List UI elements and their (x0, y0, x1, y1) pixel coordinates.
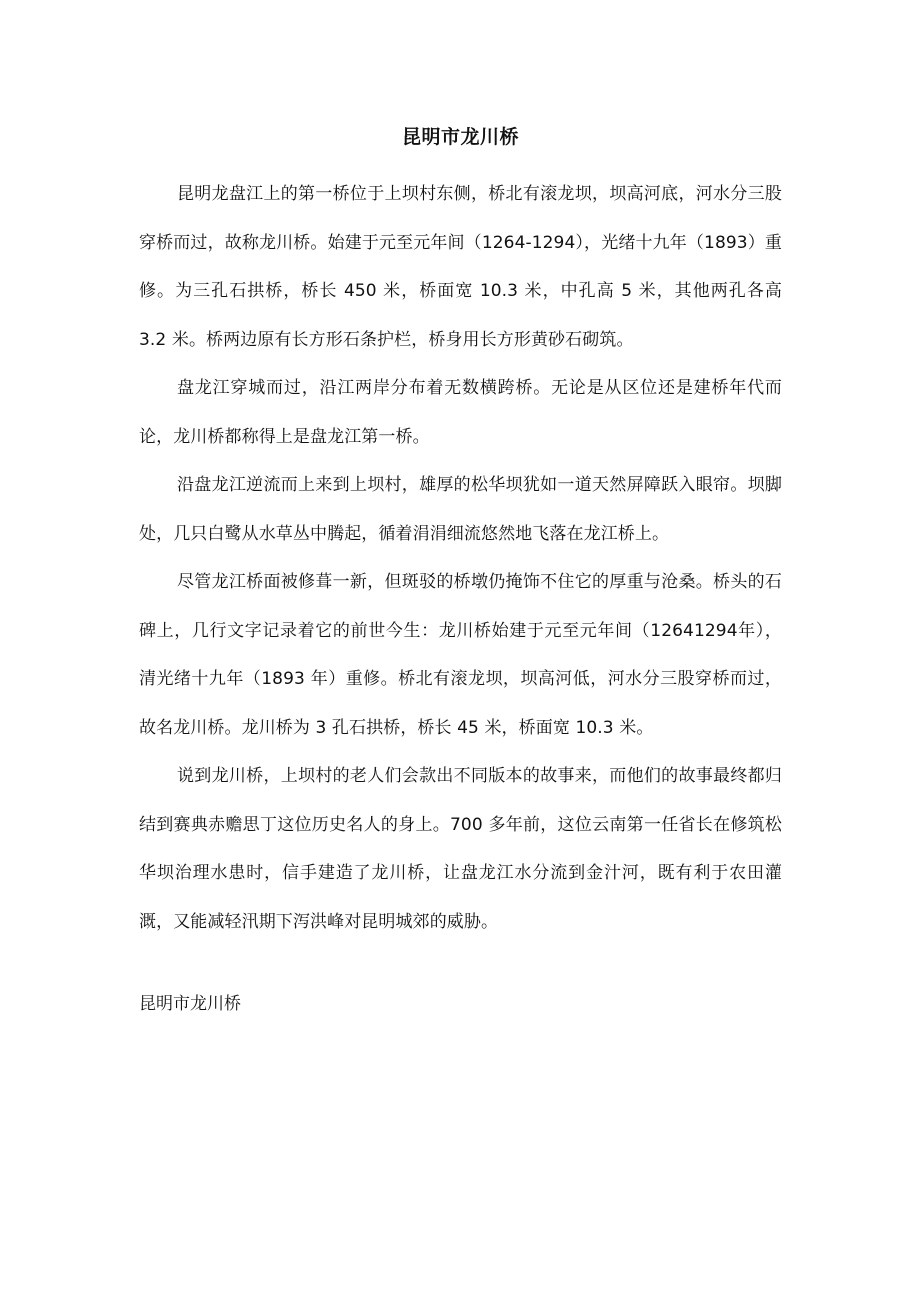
paragraph-2: 盘龙江穿城而过，沿江两岸分布着无数横跨桥。无论是从区位还是建桥年代而论，龙川桥都称得上是盘龙江第一桥。 (139, 378, 782, 447)
paragraph-1: 昆明龙盘江上的第一桥位于上坝村东侧，桥北有滚龙坝，坝高河底，河水分三股穿桥而过，故称龙川桥。始建于元至元年间（1264-1294），光绪十九年（1893）重修。为三孔石拱桥，桥长 450 米，桥面宽 10.3 米，中孔高 5 米，其他两孔各高 3.2 米。桥两边原有长方形石条护栏，桥身用长方形黄砂石砌筑。 (139, 184, 782, 350)
document-title: 昆明市龙川桥 (401, 126, 519, 148)
document-body (139, 170, 782, 946)
paragraph-4: 尽管龙江桥面被修葺一新，但斑驳的桥墩仍掩饰不住它的厚重与沧桑。桥头的石碑上，几行文字记录着它的前世今生：龙川桥始建于元至元年间（12641294年），清光绪十九年（1893 年）重修。桥北有滚龙坝，坝高河低，河水分三股穿桥而过，故名龙川桥。龙川桥为 3 孔石拱桥，桥长 45 米，桥面宽 10.3 米。 (139, 572, 782, 738)
paragraph-3: 沿盘龙江逆流而上来到上坝村，雄厚的松华坝犹如一道天然屏障跃入眼帘。坝脚处，几只白鹭从水草丛中腾起，循着涓涓细流悠然地飞落在龙江桥上。 (139, 475, 782, 544)
paragraph-5: 说到龙川桥，上坝村的老人们会款出不同版本的故事来，而他们的故事最终都归结到赛典赤赡思丁这位历史名人的身上。700 多年前，这位云南第一任省长在修筑松华坝治理水患时，信手建造了龙川桥，让盘龙江水分流到金汁河，既有利于农田灌溉，又能减轻汛期下泻洪峰对昆明城郊的威胁。 (139, 766, 782, 932)
footer-label: 昆明市龙川桥 (139, 994, 241, 1014)
